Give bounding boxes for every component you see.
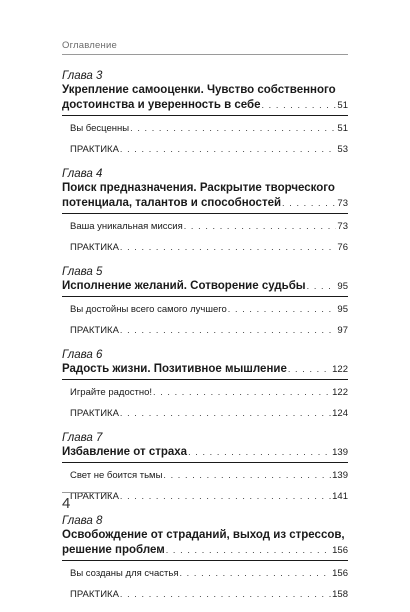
chapter-title[interactable] (62, 181, 348, 211)
entry-title: Свет не боится тьмы (70, 470, 163, 481)
dot-leader (184, 218, 337, 235)
toc-entry[interactable] (70, 218, 348, 235)
chapter-title-line: Исполнение желаний. Сотворение судьбы (62, 280, 306, 292)
entry-title: Вы созданы для счастья (70, 568, 179, 579)
toc-entry[interactable] (70, 239, 348, 256)
toc-chapter (62, 265, 348, 339)
chapter-rule (62, 115, 348, 116)
chapter-label: Глава 8 (62, 515, 103, 527)
entry-title: Ваша уникальная миссия (70, 221, 183, 232)
entry-page-number: 53 (337, 144, 348, 155)
chapter-title-line: решение проблем (62, 544, 165, 556)
dot-leader (130, 120, 336, 137)
toc-entry[interactable] (70, 384, 348, 401)
entry-page-number: 95 (337, 304, 348, 315)
toc-chapter (62, 431, 348, 505)
entry-title: Играйте радостно! (70, 387, 152, 398)
dot-leader (288, 362, 331, 377)
toc-entry[interactable] (70, 301, 348, 318)
entry-page-number: 158 (332, 589, 348, 600)
toc-chapter (62, 69, 348, 158)
dot-leader (120, 488, 331, 505)
chapter-title-line: Поиск предназначения. Раскрытие творческого (62, 182, 335, 194)
running-head: Оглавление (62, 40, 117, 51)
toc-entry[interactable] (70, 586, 348, 603)
entry-page-number: 156 (332, 568, 348, 579)
entry-page-number: 73 (337, 221, 348, 232)
dot-leader (163, 467, 331, 484)
toc-entry[interactable] (70, 322, 348, 339)
chapter-title[interactable] (62, 83, 348, 113)
chapter-title[interactable] (62, 528, 348, 558)
chapter-title-line: потенциала, талантов и способностей (62, 197, 282, 209)
dot-leader (307, 279, 337, 294)
chapter-title-line: достоинства и уверенность в себе (62, 99, 261, 111)
dot-leader (120, 322, 337, 339)
entry-title: ПРАКТИКА (70, 408, 119, 419)
chapter-label: Глава 7 (62, 432, 103, 444)
chapter-title-entry (62, 543, 348, 558)
entry-page-number: 76 (337, 242, 348, 253)
chapter-label: Глава 5 (62, 266, 103, 278)
entry-page-number: 97 (337, 325, 348, 336)
dot-leader (166, 543, 331, 558)
chapter-title-entry (62, 196, 348, 211)
toc-chapter (62, 514, 348, 603)
dot-leader (282, 196, 336, 211)
dot-leader (228, 301, 337, 318)
toc-entry[interactable] (70, 488, 348, 505)
dot-leader (120, 405, 331, 422)
chapter-label: Глава 3 (62, 70, 103, 82)
entry-title: ПРАКТИКА (70, 491, 119, 502)
toc-entry[interactable] (70, 467, 348, 484)
chapter-title-line: Избавление от страха (62, 446, 188, 458)
toc-entry[interactable] (70, 141, 348, 158)
chapter-title-entry (62, 362, 348, 377)
table-of-contents (62, 69, 348, 612)
chapter-title[interactable] (62, 362, 348, 377)
toc-entry[interactable] (70, 120, 348, 137)
chapter-page-number: 95 (337, 281, 348, 292)
page-number: 4 (62, 495, 71, 512)
chapter-page-number: 156 (332, 545, 348, 556)
chapter-title[interactable] (62, 279, 348, 294)
chapter-rule (62, 379, 348, 380)
entry-page-number: 124 (332, 408, 348, 419)
footer-divider (62, 492, 112, 493)
toc-entry[interactable] (70, 565, 348, 582)
chapter-title-entry (62, 98, 348, 113)
dot-leader (179, 565, 331, 582)
chapter-label: Глава 4 (62, 168, 103, 180)
chapter-page-number: 139 (332, 447, 348, 458)
entry-title: ПРАКТИКА (70, 144, 119, 155)
chapter-page-number: 51 (337, 100, 348, 111)
chapter-title-line: Радость жизни. Позитивное мышление (62, 363, 287, 375)
dot-leader (153, 384, 331, 401)
toc-chapter (62, 167, 348, 256)
entry-title: Вы бесценны (70, 123, 130, 134)
dot-leader (188, 445, 331, 460)
entry-page-number: 141 (332, 491, 348, 502)
chapter-rule (62, 462, 348, 463)
chapter-rule (62, 560, 348, 561)
chapter-rule (62, 213, 348, 214)
dot-leader (120, 141, 337, 158)
entry-page-number: 139 (332, 470, 348, 481)
chapter-rule (62, 296, 348, 297)
dot-leader (120, 239, 337, 256)
chapter-title-entry (62, 445, 348, 460)
entry-title: ПРАКТИКА (70, 589, 119, 600)
toc-entry[interactable] (70, 405, 348, 422)
chapter-page-number: 122 (332, 364, 348, 375)
entry-title: ПРАКТИКА (70, 325, 119, 336)
chapter-title[interactable] (62, 445, 348, 460)
dot-leader (261, 98, 336, 113)
entry-page-number: 122 (332, 387, 348, 398)
entry-title: ПРАКТИКА (70, 242, 119, 253)
chapter-title-entry (62, 279, 348, 294)
toc-chapter (62, 348, 348, 422)
chapter-label: Глава 6 (62, 349, 103, 361)
header-divider (62, 54, 348, 55)
chapter-page-number: 73 (337, 198, 348, 209)
dot-leader (120, 586, 331, 603)
entry-title: Вы достойны всего самого лучшего (70, 304, 227, 315)
entry-page-number: 51 (337, 123, 348, 134)
chapter-title-line: Укрепление самооценки. Чувство собственного (62, 84, 336, 96)
chapter-title-line: Освобождение от страданий, выход из стрессов, (62, 529, 345, 541)
